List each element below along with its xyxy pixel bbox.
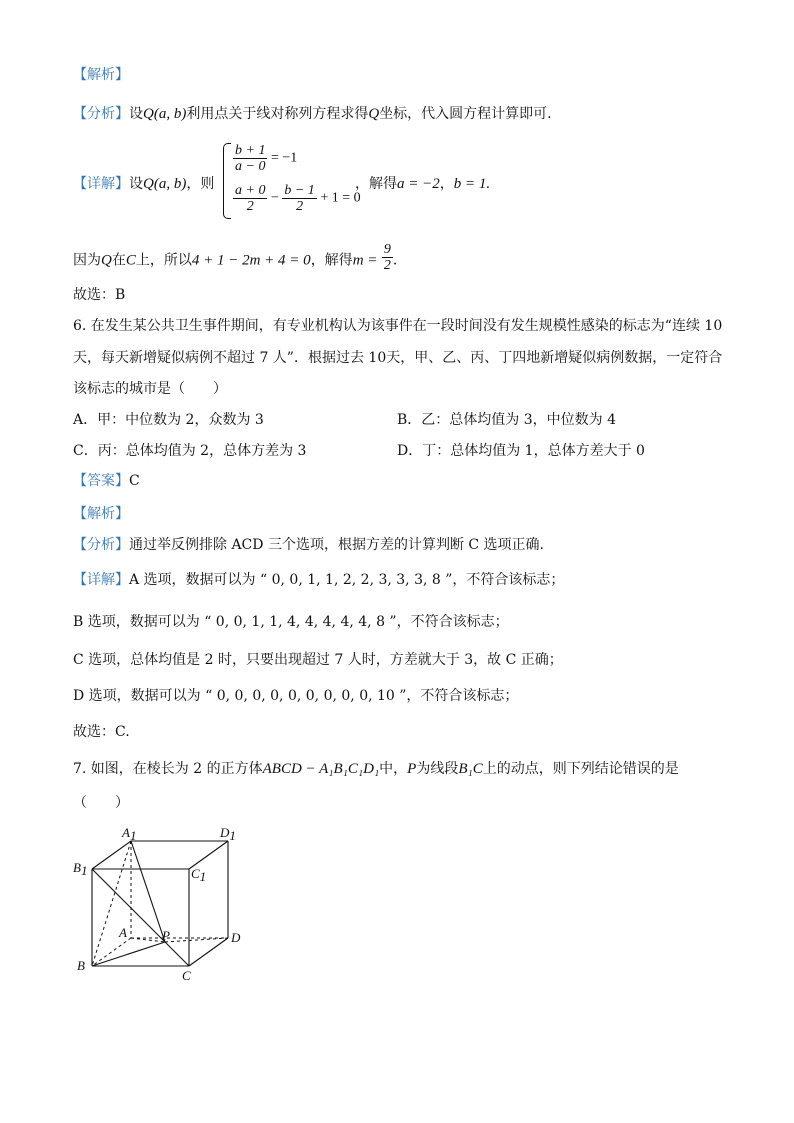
q7-stem-line-1: 7. 如图，在棱长为 2 的正方体ABCD − A₁B₁C₁D₁中，P为线段B₁C上的动点，则下列结论错误的是	[73, 761, 679, 777]
q6-analysis: 【分析】通过举反例排除 ACD 三个选项，根据方差的计算判断 C 选项正确.	[73, 537, 545, 553]
q5-analysis: 【分析】设Q(a, b)利用点关于线对称列方程求得Q坐标，代入圆方程计算即可.	[73, 106, 552, 122]
q5-answer: 故选：B	[73, 287, 126, 303]
analysis-tag: 【分析】	[73, 106, 129, 122]
label-d: D	[231, 930, 241, 945]
q6-detail-b: B 选项，数据可以为 “ 0, 0, 1, 1, 4, 4, 4, 4, 4, 8 ”，不符合该标志；	[73, 614, 509, 630]
label-d1: D1	[220, 825, 236, 843]
label-b1: B1	[73, 860, 88, 878]
label-c: C	[182, 968, 191, 983]
q6-answer: 【答案】C	[73, 473, 140, 489]
equation-1: $\frac{b + 1}{a - 0}$ = −1	[235, 143, 298, 174]
q6-final: 故选：C.	[73, 724, 130, 740]
label-b: B	[77, 958, 85, 973]
label-a1: A1	[122, 825, 137, 843]
q6-detail-c: C 选项，总体均值是 2 时，只要出现超过 7 人时，方差就大于 3，故 C 正确；	[73, 652, 563, 668]
q5-jiexi-tag: 【解析】	[73, 67, 129, 83]
q5-because: 因为Q在C上，所以4 + 1 − 2m + 4 = 0，解得m = $\frac{9}{2}$ .	[73, 242, 398, 273]
q6-stem-line-1: 6. 在发生某公共卫生事件期间，有专业机构认为该事件在一段时间没有发生规模性感染的标志为“连续 10	[73, 318, 723, 334]
q6-detail-d: D 选项，数据可以为 “ 0, 0, 0, 0, 0, 0, 0, 0, 0, 10 ”，不符合该标志；	[73, 688, 519, 704]
system-brace	[223, 143, 231, 219]
label-p: P	[162, 928, 170, 943]
analysis-tag: 【分析】	[73, 537, 129, 553]
q6-stem-line-2: 天，每天新增疑似病例不超过 7 人”．根据过去 10天，甲、乙、丙、丁四地新增疑似病例数据，一定符合	[73, 350, 723, 366]
label-a: A	[119, 925, 127, 940]
q7-stem-line-2: （ ）	[73, 795, 129, 811]
q6-option-b: B．乙：总体均值为 3，中位数为 4	[397, 412, 617, 428]
answer-tag: 【答案】	[73, 473, 129, 489]
detail-tag: 【详解】	[73, 572, 129, 588]
q6-jiexi-tag: 【解析】	[73, 506, 129, 522]
label-c1: C1	[191, 866, 207, 884]
equation-system	[223, 143, 361, 219]
q5-detail: 【详解】设Q(a, b)，则	[73, 176, 215, 192]
equation-2: $\frac{a + 0}{2}$ − $\frac{b - 1}{2}$ + 1 = 0	[235, 183, 361, 214]
cube-figure	[70, 822, 250, 987]
q6-option-c: C．丙：总体均值为 2，总体方差为 3	[73, 443, 307, 459]
q5-solution: ，解得a = −2，b = 1.	[355, 176, 491, 192]
q6-option-d: D．丁：总体均值为 1，总体方差大于 0	[397, 443, 645, 459]
detail-tag: 【详解】	[73, 176, 129, 192]
q6-detail-a: 【详解】A 选项，数据可以为 “ 0, 0, 1, 1, 2, 2, 3, 3, 3, 8 ”，不符合该标志；	[73, 572, 565, 588]
q6-stem-line-3: 该标志的城市是（ ）	[73, 381, 227, 397]
q6-option-a: A．甲：中位数为 2，众数为 3	[73, 412, 264, 428]
